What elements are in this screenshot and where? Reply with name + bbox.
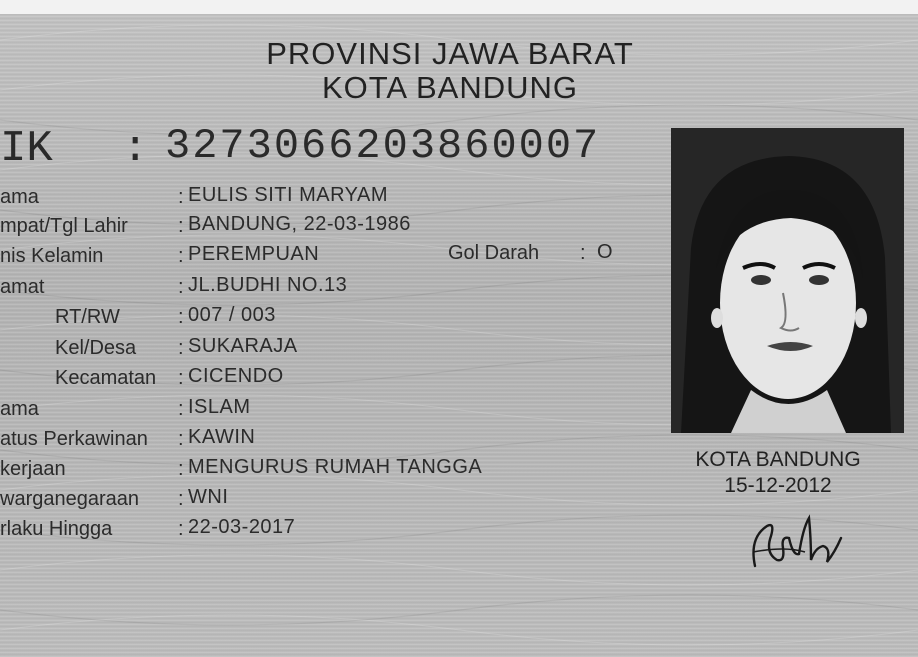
field-value-rtrw: 007 / 003	[188, 304, 276, 326]
nik-colon: :	[122, 124, 149, 174]
field-label-nama: ama	[0, 186, 39, 208]
field-label-status: atus Perkawinan	[0, 428, 148, 450]
holder-photo	[671, 128, 904, 433]
nik-value: 3273066203860007	[165, 122, 601, 170]
field-colon: :	[178, 245, 184, 267]
city-title: KOTA BANDUNG	[321, 70, 579, 105]
field-colon: :	[178, 518, 184, 540]
signature	[745, 508, 845, 578]
field-value-ttl: BANDUNG, 22-03-1986	[188, 213, 411, 235]
field-label-kecamatan: Kecamatan	[55, 367, 157, 389]
field-colon: :	[178, 337, 184, 359]
field-value-kewarganegaraan: WNI	[188, 486, 229, 508]
field-colon: :	[178, 215, 184, 237]
field-colon: :	[178, 186, 184, 208]
field-value-jenis-kelamin: PEREMPUAN	[188, 243, 320, 265]
field-colon: :	[178, 458, 184, 480]
field-value-kel-desa: SUKARAJA	[188, 335, 298, 357]
field-value-kecamatan: CICENDO	[188, 365, 284, 387]
field-label-kewarganegaraan: warganegaraan	[0, 488, 139, 510]
field-label-berlaku: rlaku Hingga	[0, 518, 113, 540]
field-label-kel-desa: Kel/Desa	[55, 337, 137, 359]
field-label-rtrw: RT/RW	[55, 306, 120, 328]
field-value-agama: ISLAM	[188, 396, 251, 418]
field-label-jenis-kelamin: nis Kelamin	[0, 245, 104, 267]
issue-city: KOTA BANDUNG	[695, 448, 861, 471]
field-colon: :	[178, 367, 184, 389]
field-value-berlaku: 22-03-2017	[188, 516, 296, 538]
issue-date: 15-12-2012	[724, 474, 832, 497]
field-colon: :	[178, 398, 184, 420]
province-title: PROVINSI JAWA BARAT	[266, 36, 634, 71]
field-colon: :	[178, 306, 184, 328]
portrait-image	[671, 128, 904, 433]
field-label-pekerjaan: kerjaan	[0, 458, 66, 480]
field-value-status: KAWIN	[188, 426, 256, 448]
field-value-alamat: JL.BUDHI NO.13	[188, 274, 348, 296]
field-value-nama: EULIS SITI MARYAM	[188, 184, 389, 206]
field-label-ttl: mpat/Tgl Lahir	[0, 215, 128, 237]
field-colon: :	[178, 488, 184, 510]
field-value-pekerjaan: MENGURUS RUMAH TANGGA	[188, 456, 483, 478]
field-label-alamat: amat	[0, 276, 45, 298]
blood-type-colon: :	[580, 242, 586, 264]
field-label-agama: ama	[0, 398, 39, 420]
field-colon: :	[178, 276, 184, 298]
blood-type-value: O	[597, 241, 613, 263]
blood-type-label: Gol Darah	[448, 242, 540, 264]
nik-label: IK	[0, 124, 53, 174]
field-colon: :	[178, 428, 184, 450]
